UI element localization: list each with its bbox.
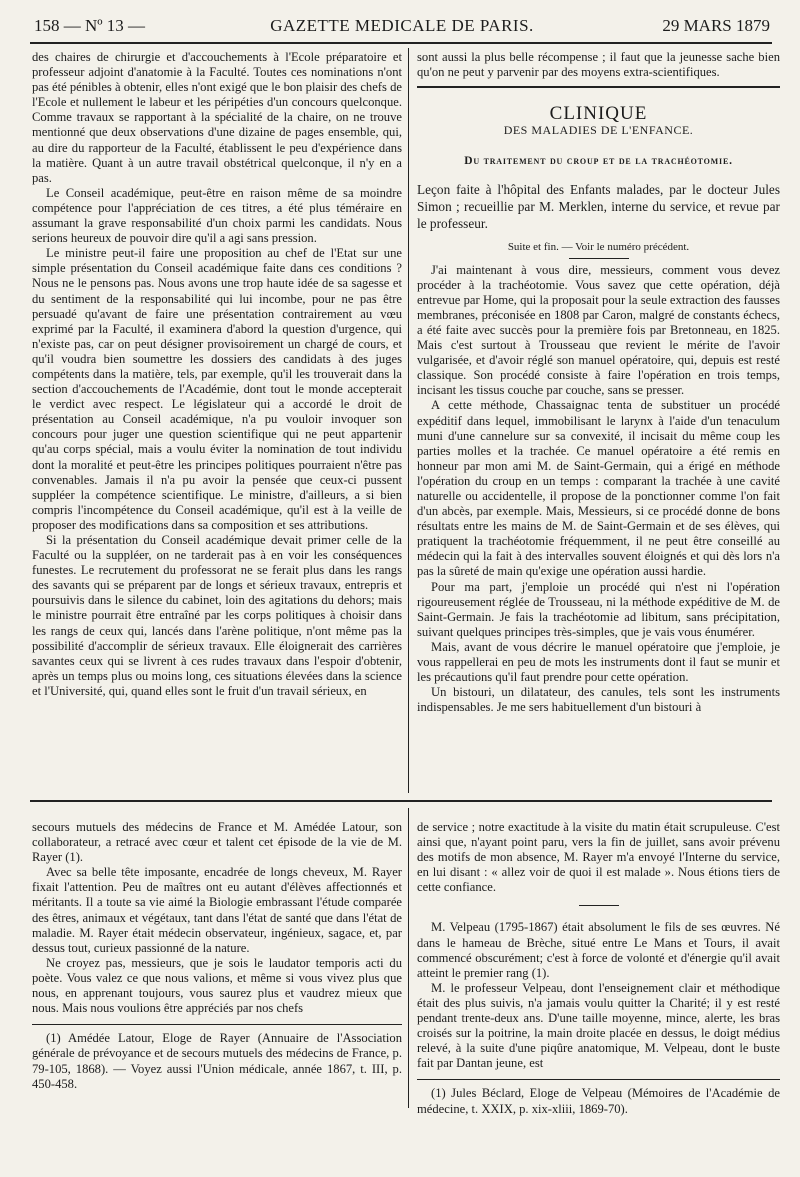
issue-date: 29 MARS 1879 — [662, 16, 770, 35]
paragraph: M. Velpeau (1795-1867) était absolument le fils de ses œuvres. Né dans le hameau de Brèche, situé entre Le Mans et Tours, il avait commencé obscurément; c'est à force de volonté et d'énergie qu'il avait atteint le premier rang (1). — [417, 920, 780, 980]
paragraph: secours mutuels des médecins de France et M. Amédée Latour, son collaborateur, a retracé avec cœur et talent cet épisode de la vie de M. Rayer (1). — [32, 820, 402, 865]
paragraph: J'ai maintenant à vous dire, messieurs, comment vous devez procéder à la trachéotomie. Vous savez que cette opération, déjà entrevue par Home, qui la proposait pour la seule extraction des fausses membranes, préconisée en 1808 par Caron, malgré de constants échecs, a été faite avec succès pour la première fois par Bretonneau, en 1825. Mais c'est surtout à Trousseau que revient le mérite de l'avoir vulgarisée, et d'avoir réglé son manuel opératoire, qui, depuis est resté classique. Son procédé consiste à faire l'opération en trois temps, incisant les tissus couche par couche, sans se presser. — [417, 262, 780, 398]
paragraph: Pour ma part, j'emploie un procédé qui n'est ni l'opération rigoureusement réglée de Trousseau, ni la méthode expéditive de M. de Saint-Germain. Je fais la trachéotomie ad libitum, sans précipitation, suivant quelques principes très-simples, que je vais vous énumérer. — [417, 579, 780, 639]
issue-number: — Nº 13 — — [63, 16, 146, 35]
short-rule — [569, 258, 629, 259]
paragraph: Un bistouri, un dilatateur, des canules, tels sont les instruments indispensables. Je me sers habituellement d'un bistouri à — [417, 685, 780, 715]
column-divider — [408, 808, 409, 1108]
section-subtitle: DES MALADIES DE L'ENFANCE. — [503, 123, 694, 138]
top-left-column — [32, 50, 402, 699]
section-rule — [417, 86, 780, 88]
paragraph: Le Conseil académique, peut-être en raison même de sa moindre compétence pour l'appréciation de ces titres, a été plus téméraire en assumant la grave responsabilité d'un choix parmi les candidats. Nous serions heureux de pouvoir dire qu'il a agi sans pression. — [32, 185, 402, 246]
paragraph: de service ; notre exactitude à la visite du matin était scrupuleuse. C'est ainsi que, n'ayant point paru, vers la fin de juillet, sans avoir prévenu des motifs de mon absence, M. Rayer m'a envoyé l'Interne du service, en lui disant : « allez voir de quoi il est malade ». Nous étions tiers de cette confiance. — [417, 820, 780, 895]
footnote: (1) Jules Béclard, Eloge de Velpeau (Mémoires de l'Académie de médecine, t. XXIX, p. xix-xliii, 1869-70). — [417, 1086, 780, 1116]
horizontal-divider — [30, 800, 772, 802]
section-title: CLINIQUE — [549, 103, 648, 125]
continuation-text: sont aussi la plus belle récompense ; il faut que la jeunesse sache bien qu'on ne peut y parvenir par des moyens extra-scientifiques. — [417, 50, 780, 80]
lesson-byline: Leçon faite à l'hôpital des Enfants malades, par le docteur Jules Simon ; recueillie par M. Merklen, interne du service, et revue par le professeur. — [417, 182, 780, 232]
bottom-right-column — [417, 820, 780, 1117]
page-header — [34, 16, 770, 40]
footnote-rule — [32, 1024, 402, 1025]
paragraph: Si la présentation du Conseil académique devait primer celle de la Faculté ou la suppléer, on ne tarderait pas à en voir les conséquences funestes. Le recrutement du professorat ne se ferait plus dans les rangs des savants qui se préparent par de longs et sérieux travaux, entrepris et poursuivis dans le silence du cabinet, loin des agitations du dehors; mais le ministre pourrait être entraîné par les corps politiques à choisir dans les rangs de ceux qui, lancés dans l'arène politique, n'ont même pas la possibilité d'accomplir de sérieux travaux. Elle éloignerait des carrières savantes ceux qui se livrent à ces rudes travaux dans l'espoir d'obtenir, après un temps plus ou moins long, ces situations élevées dans la science et l'Université, qui, quand elles sont le fruit d'un travail sérieux, en — [32, 533, 402, 698]
paragraph: A cette méthode, Chassaignac tenta de substituer un procédé expéditif dans lequel, immobilisant le larynx à l'aide d'un tenaculum muni d'une cannelure sur sa convexité, il incisait du même coup les parties molles et la trachée. Ce manuel opératoire a été remis en honneur par mon ami M. de Saint-Germain, qui a érigé en méthode l'opération du croup en un temps : comparant la trachée à une cavité naturelle ou accidentelle, il propose de la ponctionner comme l'on fait d'un abcès, par exemple. Mais, Messieurs, si ce procédé donne de bons résultats entre les mains de M. de Saint-Germain et de ses élèves, qui pratiquent la trachéotomie fréquemment, il ne peut être conseillé au médecin qui la fait à des intervalles souvent éloignés et qui dès lors n'a pas la sûreté de main qu'exige une opération aussi hardie. — [417, 398, 780, 579]
paragraph: Ne croyez pas, messieurs, que je sois le laudator temporis acti du poète. Vous valez ce que nous valions, et même si vous vivez plus que nous, en apprenant toujours, vous saurez plus et vaudrez mieux que nous. Mais nous voulions être appréciés par nos chefs — [32, 955, 402, 1016]
paragraph: M. le professeur Velpeau, dont l'enseignement clair et méthodique était des plus suivis, n'a jamais voulu quitter la Charité; il y est resté pendant trente-deux ans. D'une taille moyenne, mince, alerte, les bras croisés sur la poitrine, la main droite placée en dessus, le doigt médius relevé, à la suite d'une piqûre anatomique, M. Velpeau, dont le buste fait par Dantan jeune, est — [417, 980, 780, 1071]
paragraph: Le ministre peut-il faire une proposition au chef de l'Etat sur une simple présentation du Conseil académique faite dans ces conditions ? Nous ne le pensons pas. Nous avons une trop haute idée de sa sagesse et du sentiment de la responsabilité qui lui incombe, pour ne pas être persuadé qu'avant de faire une présentation contrairement au vœu exprimé par la Faculté, il examinera d'abord la question d'urgence, qui n'existe pas, car on peut désigner provisoirement un chargé de cours, et qu'il voudra bien soumettre les dossiers des candidats à des juges compétents dans la matière, tels, par exemple, qu'il les trouverait dans la section d'accouchements de l'Académie, dont tout le monde accepterait le verdict avec respect. Le législateur qui a accordé le droit de présentation au Conseil académique, n'a pu vouloir invoquer son concours pour juger une question scientifique qui ne peut appartenir qu'au corps spécial, mais a voulu éviter la nomination de tout individu dont la moralité et peut-être les principes politiques pourraient n'être pas convenables. Jamais il n'a pu avoir la pensée que ceux-ci pussent suppléer la compétence scientifique. Le ministre, d'ailleurs, a si bien compris l'incompétence du Conseil académique, qu'il est à la veille de proposer des modifications dans sa composition et ses attributions. — [32, 246, 402, 532]
footnote: (1) Amédée Latour, Eloge de Rayer (Annuaire de l'Association générale de prévoyance et de secours mutuels des médecins de France, p. 79-105, 1868). — Voyez aussi l'Union médicale, année 1867, t. III, p. 450-458. — [32, 1031, 402, 1091]
journal-title: GAZETTE MEDICALE DE PARIS. — [270, 16, 534, 35]
article-title: Du traitement du croup et de la trachéotomie. — [464, 155, 733, 168]
continuation-note: Suite et fin. — Voir le numéro précédent. — [507, 241, 690, 254]
footnote-rule — [417, 1079, 780, 1080]
short-rule — [579, 905, 619, 906]
paragraph: Avec sa belle tête imposante, encadrée de longs cheveux, M. Rayer fixait l'attention. Peu de maîtres ont eu autant d'élèves affectionnés et méritants. Il a toute sa vie aimé la Biologie embrassant l'étude comparée des êtres, animaux et végétaux, tant dans l'état de santé que dans l'état de maladie. M. Rayer était médecin observateur, ingénieux, sagace, et, par dessus tout, curieux passionné de la nature. — [32, 865, 402, 955]
paragraph: des chaires de chirurgie et d'accouchements à l'Ecole préparatoire et professeur adjoint d'anatomie à la Faculté. Toutes ces nominations n'ont pas été pénibles à obtenir, elles n'ont exigé que le bon plaisir des chefs de l'Ecole et nullement le labeur et les péripéties d'un concours quelconque. Comme travaux se rapportant à la spécialité de la chaire, on ne trouve mentionné que deux observations d'une dizaine de pages ensemble, qui, au dire du rapporteur de la Faculté, établissent le peu d'expérience dans la matière. Quant à un autre travail obstétrical quelconque, il n'y en a pas. — [32, 50, 402, 185]
top-right-column — [417, 50, 780, 715]
column-divider — [408, 48, 409, 793]
page-number: 158 — Nº 13 — — [34, 16, 146, 35]
bottom-left-column — [32, 820, 402, 1092]
header-rule — [30, 42, 772, 44]
paragraph: Mais, avant de vous décrire le manuel opératoire que j'emploie, je vous rappellerai en peu de mots les instruments dont il faut se munir et les précautions qu'il faut prendre pour cette opération. — [417, 639, 780, 685]
